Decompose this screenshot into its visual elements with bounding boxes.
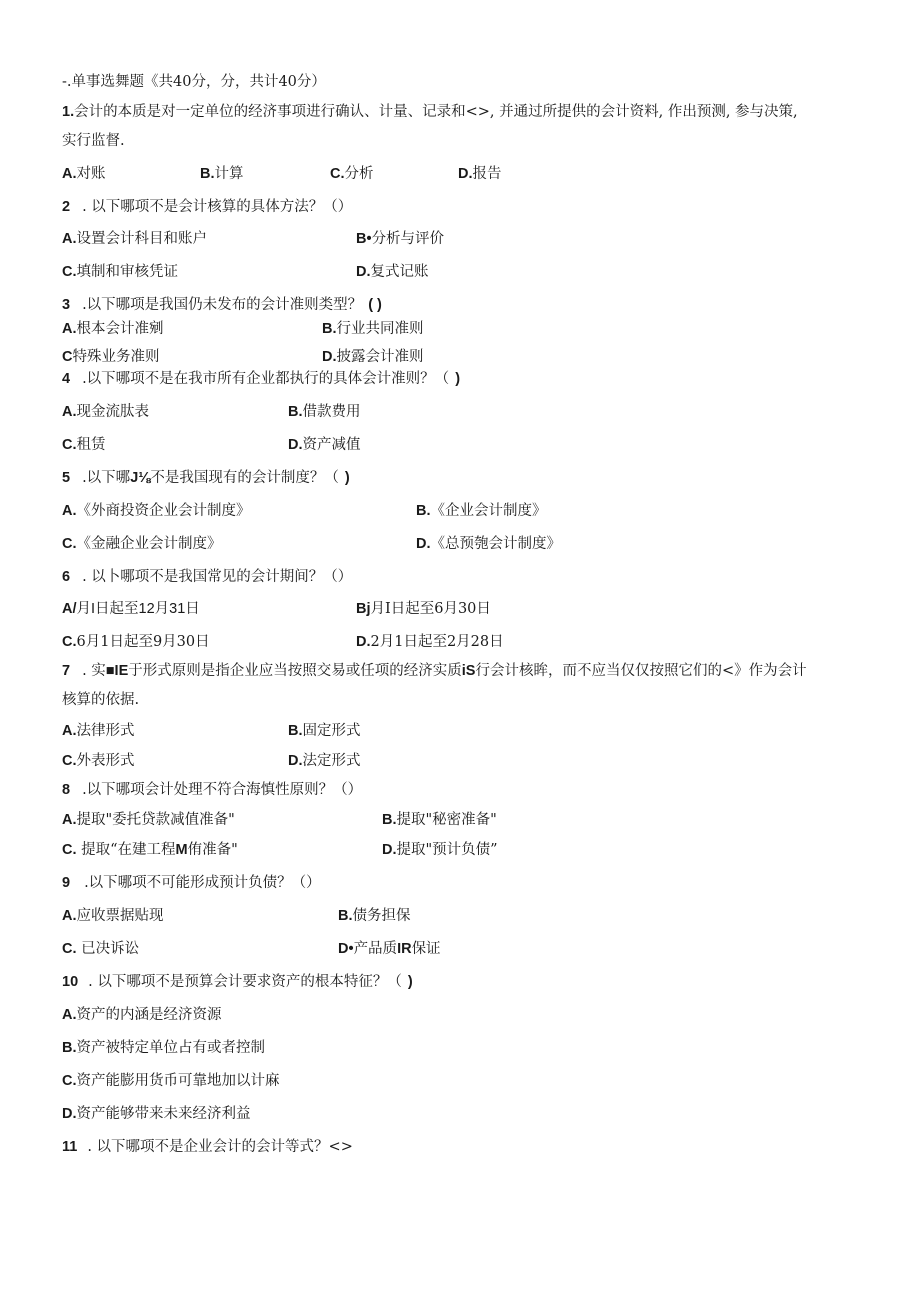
question-number: 2: [62, 199, 71, 215]
question-11: [62, 1137, 353, 1157]
option-b: B.借款费用: [288, 404, 361, 420]
option-d: D•产品质IR保证: [338, 941, 441, 957]
option-a: A.设置会计科目和账户: [62, 231, 207, 247]
question-9: [62, 873, 321, 893]
option-d: D.复式记账: [356, 264, 429, 280]
option-c: C. 提取“在建工程M侑准备": [62, 842, 238, 858]
option-a: A.根本会计准剜: [62, 321, 164, 337]
option-d: D.资产减值: [288, 437, 361, 453]
question-7: 7 . 实■IE于形式原则是指企业应当按照交易或任项的经济实质iS行会计核眸，而不应当仅仅按照它们的<》作为会计: [62, 663, 807, 679]
question-text: . 以下哪项不是企业会计的会计等式？<>: [87, 1139, 353, 1155]
option-d: D.《总预匏会计制度》: [416, 536, 561, 552]
question-number: 4: [62, 371, 71, 387]
option-b: Bj月I日起至6月30日: [356, 601, 491, 617]
question-1: [62, 102, 798, 122]
option-a: A.应收票据贴现: [62, 908, 164, 924]
option-d: D.提取"预计负债”: [382, 842, 498, 858]
question-number: 1.: [62, 104, 75, 120]
question-4: 4 .以下哪项不是在我市所有企业都执行的具体会计准则？（ ): [62, 371, 461, 387]
question-text: . 以下哪项不是会计核算的具体方法？（）: [82, 199, 353, 215]
option-c: C.外表形式: [62, 753, 135, 769]
option-b: B.提取"秘密准备": [382, 812, 497, 828]
option-b: B.计算: [200, 166, 244, 182]
question-number: 7: [62, 663, 71, 679]
option-a: A.《外商投资企业会计制度》: [62, 503, 251, 519]
option-b: B•分析与评价: [356, 231, 445, 247]
option-c: C.租赁: [62, 437, 106, 453]
option-b: B.《企业会计制度》: [416, 503, 547, 519]
question-text: . 以卜哪项不是我国常见的会计期间？（）: [82, 569, 353, 585]
option-b: B.资产被特定单位占有或者控制: [62, 1040, 265, 1056]
option-a: A.法律形式: [62, 723, 135, 739]
question-number: 11: [62, 1139, 78, 1155]
option-c: C.填制和审核凭证: [62, 264, 178, 280]
question-number: 5: [62, 470, 71, 486]
question-5: 5 .以下哪J⅛不是我国现有的会计制度？（ ): [62, 470, 350, 486]
section-title: -.单事选舞题《共40分，分，共计40分）: [62, 74, 326, 90]
option-d: D.法定形式: [288, 753, 361, 769]
option-a: A.对账: [62, 166, 106, 182]
question-3: 3 .以下哪项是我国仍未发布的会计准则类型？ ( ): [62, 297, 382, 313]
option-b: B.行业共同准则: [322, 321, 424, 337]
question-number: 3: [62, 297, 71, 313]
option-a: A.提取"委托贷款减值准备": [62, 812, 235, 828]
question-1-continued: 实行监督.: [62, 133, 125, 149]
question-text: .以下哪项不可能形成预计负债？（）: [84, 875, 321, 891]
question-number: 10: [62, 974, 79, 990]
question-number: 6: [62, 569, 71, 585]
question-10: 10 . 以下哪项不是预算会计要求资产的根本特征？（ ): [62, 974, 413, 990]
option-c: C.资产能膨用货币可靠地加以计麻: [62, 1073, 280, 1089]
option-a: A.现金流肽表: [62, 404, 149, 420]
option-a: A.资产的内涵是经济资源: [62, 1007, 222, 1023]
option-d: D.资产能够带来未来经济利益: [62, 1106, 251, 1122]
option-d: D.2月1日起至2月28日: [356, 634, 504, 650]
option-c: C.分析: [330, 166, 374, 182]
question-text: . 以下哪项不是预算会计要求资产的根本特征？（: [88, 974, 402, 990]
option-a: A/月I日起至12月31日: [62, 601, 200, 617]
question-6: [62, 567, 352, 587]
question-text: .以下哪项是我国仍未发布的会计准则类型？: [82, 297, 363, 313]
option-c: C.6月1日起至9月30日: [62, 634, 210, 650]
question-7-continued: 核算的依据.: [62, 692, 140, 708]
option-c: C.《金融企业会计制度》: [62, 536, 222, 552]
question-number: 8: [62, 782, 71, 798]
question-8: [62, 780, 362, 800]
question-2: [62, 197, 352, 217]
option-d: D.报告: [458, 166, 502, 182]
option-b: B.债务担保: [338, 908, 411, 924]
question-number: 9: [62, 875, 71, 891]
question-text: .以下哪项不是在我市所有企业都执行的具体会计准则？（: [82, 371, 450, 387]
option-c: C. 已决诉讼: [62, 941, 140, 957]
option-b: B.固定形式: [288, 723, 361, 739]
question-text: .以下哪项会计处理不符合海慎性原则？（）: [82, 782, 363, 798]
question-text: 会计的本质是对一定单位的经济事项进行确认、计量、记录和<>, 并通过所提供的会计资料, 作出预测, 参与决策,: [74, 104, 798, 120]
option-d: D.披露会计准则: [322, 349, 424, 365]
option-c: C特殊业务准则: [62, 349, 160, 365]
